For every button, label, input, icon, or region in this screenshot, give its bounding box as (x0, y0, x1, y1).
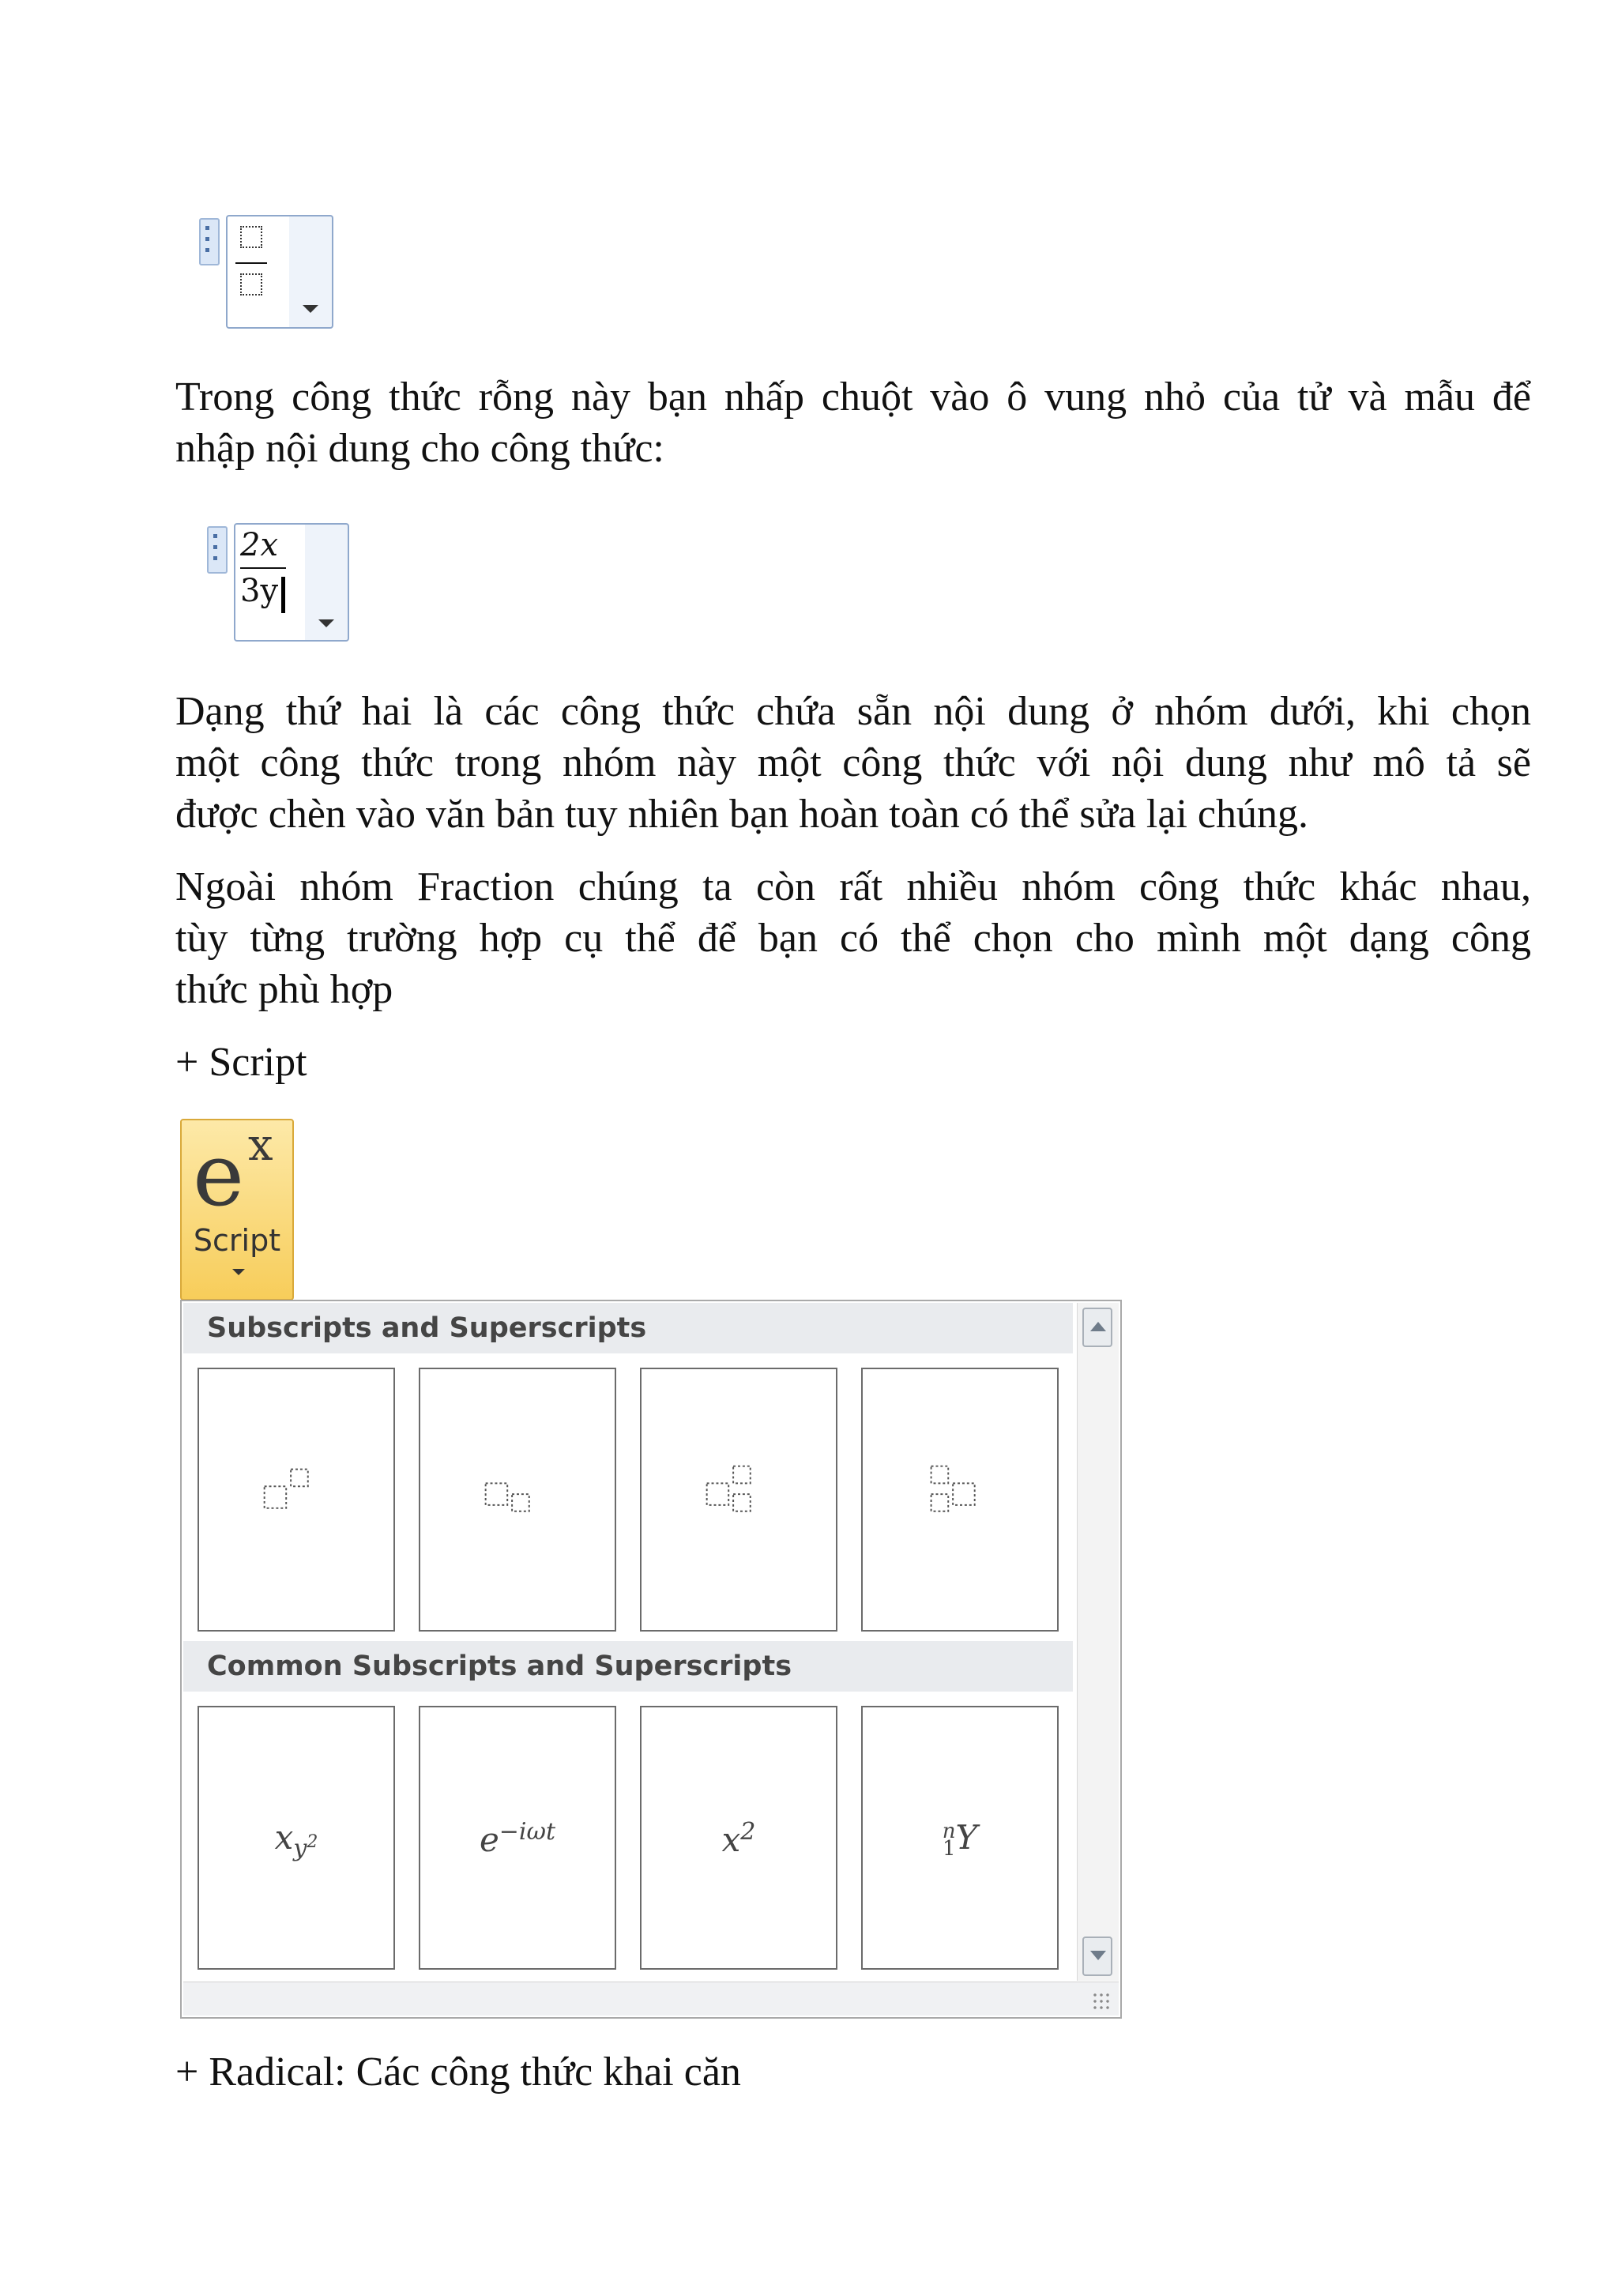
equation-handle-icon[interactable] (207, 526, 228, 574)
left-subscript-superscript-template-icon (863, 1369, 1057, 1630)
superscript-template-icon (199, 1369, 393, 1630)
fraction-bar (240, 567, 286, 569)
text-cursor (281, 577, 285, 613)
equation-body[interactable] (234, 523, 308, 642)
pre-script-y-formula: n 1 Y (942, 1818, 978, 1861)
paragraph-2-line-3: được chèn vào văn bản tuy nhiên bạn hoàn toàn có thể sửa lại chúng. (175, 792, 1308, 837)
denominator-placeholder[interactable] (240, 273, 262, 295)
x-sub-y-squared-formula: $x_{y^2}$ (274, 1818, 318, 1863)
section-title-common-subscripts-superscripts: Common Subscripts and Superscripts (183, 1641, 1073, 1692)
paragraph-3-line-2: tùy từng trường hợp cụ thể để bạn có thể chọn cho mình một dạng công (175, 916, 1531, 961)
chevron-up-icon (1090, 1322, 1106, 1331)
paragraph-3-line-1: Ngoài nhóm Fraction chúng ta còn rất nhiều nhóm công thức khác nhau, (175, 864, 1531, 909)
e-power-i-omega-t-formula: $e^{-i\omega t}$ (479, 1818, 556, 1859)
gallery-footer (183, 1982, 1119, 2016)
empty-fraction-equation[interactable] (199, 215, 335, 329)
paragraph-1 (175, 371, 1531, 474)
paragraph-3 (175, 861, 1531, 1015)
x-squared-tile[interactable] (640, 1706, 837, 1970)
superscript-template-tile[interactable] (198, 1368, 395, 1632)
paragraph-2 (175, 686, 1531, 840)
numerator-placeholder[interactable] (240, 226, 262, 248)
subscript-template-icon (420, 1369, 615, 1630)
numerator-text[interactable]: 2x (240, 527, 279, 563)
x-sub-y-squared-tile[interactable] (198, 1706, 395, 1970)
chevron-down-icon (232, 1269, 245, 1275)
x-squared-formula: $x^2$ (721, 1818, 756, 1859)
script-button[interactable]: e x Script (180, 1119, 294, 1300)
e-power-i-omega-t-tile[interactable] (419, 1706, 616, 1970)
scroll-up-button[interactable] (1082, 1308, 1112, 1347)
equation-dropdown-button[interactable] (305, 523, 349, 642)
script-button-label: Script (193, 1223, 281, 1258)
paragraph-3-line-3: thức phù hợp (175, 967, 393, 1012)
resize-grip-icon[interactable] (1092, 1992, 1109, 2009)
left-subscript-superscript-template-tile[interactable] (861, 1368, 1059, 1632)
pre-script-y-tile[interactable] (861, 1706, 1059, 1970)
subscript-template-tile[interactable] (419, 1368, 616, 1632)
paragraph-2-line-1: Dạng thứ hai là các công thức chứa sẵn nội dung ở nhóm dưới, khi chọn (175, 689, 1531, 734)
chevron-down-icon (1090, 1951, 1106, 1960)
paragraph-2-line-2: một công thức trong nhóm này một công thức với nội dung như mô tả sẽ (175, 740, 1531, 785)
filled-fraction-equation[interactable] (207, 523, 351, 642)
chevron-down-icon (303, 305, 318, 313)
section-title-subscripts-superscripts: Subscripts and Superscripts (183, 1303, 1073, 1353)
equation-handle-icon[interactable] (199, 218, 220, 265)
scroll-down-button[interactable] (1082, 1937, 1112, 1976)
chevron-down-icon (318, 619, 334, 627)
equation-body[interactable] (226, 215, 292, 329)
equation-dropdown-button[interactable] (289, 215, 333, 329)
subscript-superscript-template-icon (642, 1369, 836, 1630)
paragraph-1-line-1: Trong công thức rỗng này bạn nhấp chuột vào ô vung nhỏ của tử và mẫu để (175, 375, 1531, 420)
denominator-text[interactable]: 3y (240, 573, 279, 609)
gallery-scrollbar[interactable] (1077, 1303, 1119, 1981)
fraction-bar (235, 262, 267, 264)
script-gallery[interactable] (180, 1300, 1122, 2019)
subscript-superscript-template-tile[interactable] (640, 1368, 837, 1632)
script-heading: + Script (175, 1040, 307, 1085)
radical-heading: + Radical: Các công thức khai căn (175, 2049, 741, 2095)
paragraph-1-line-2: nhập nội dung cho công thức: (175, 426, 664, 471)
